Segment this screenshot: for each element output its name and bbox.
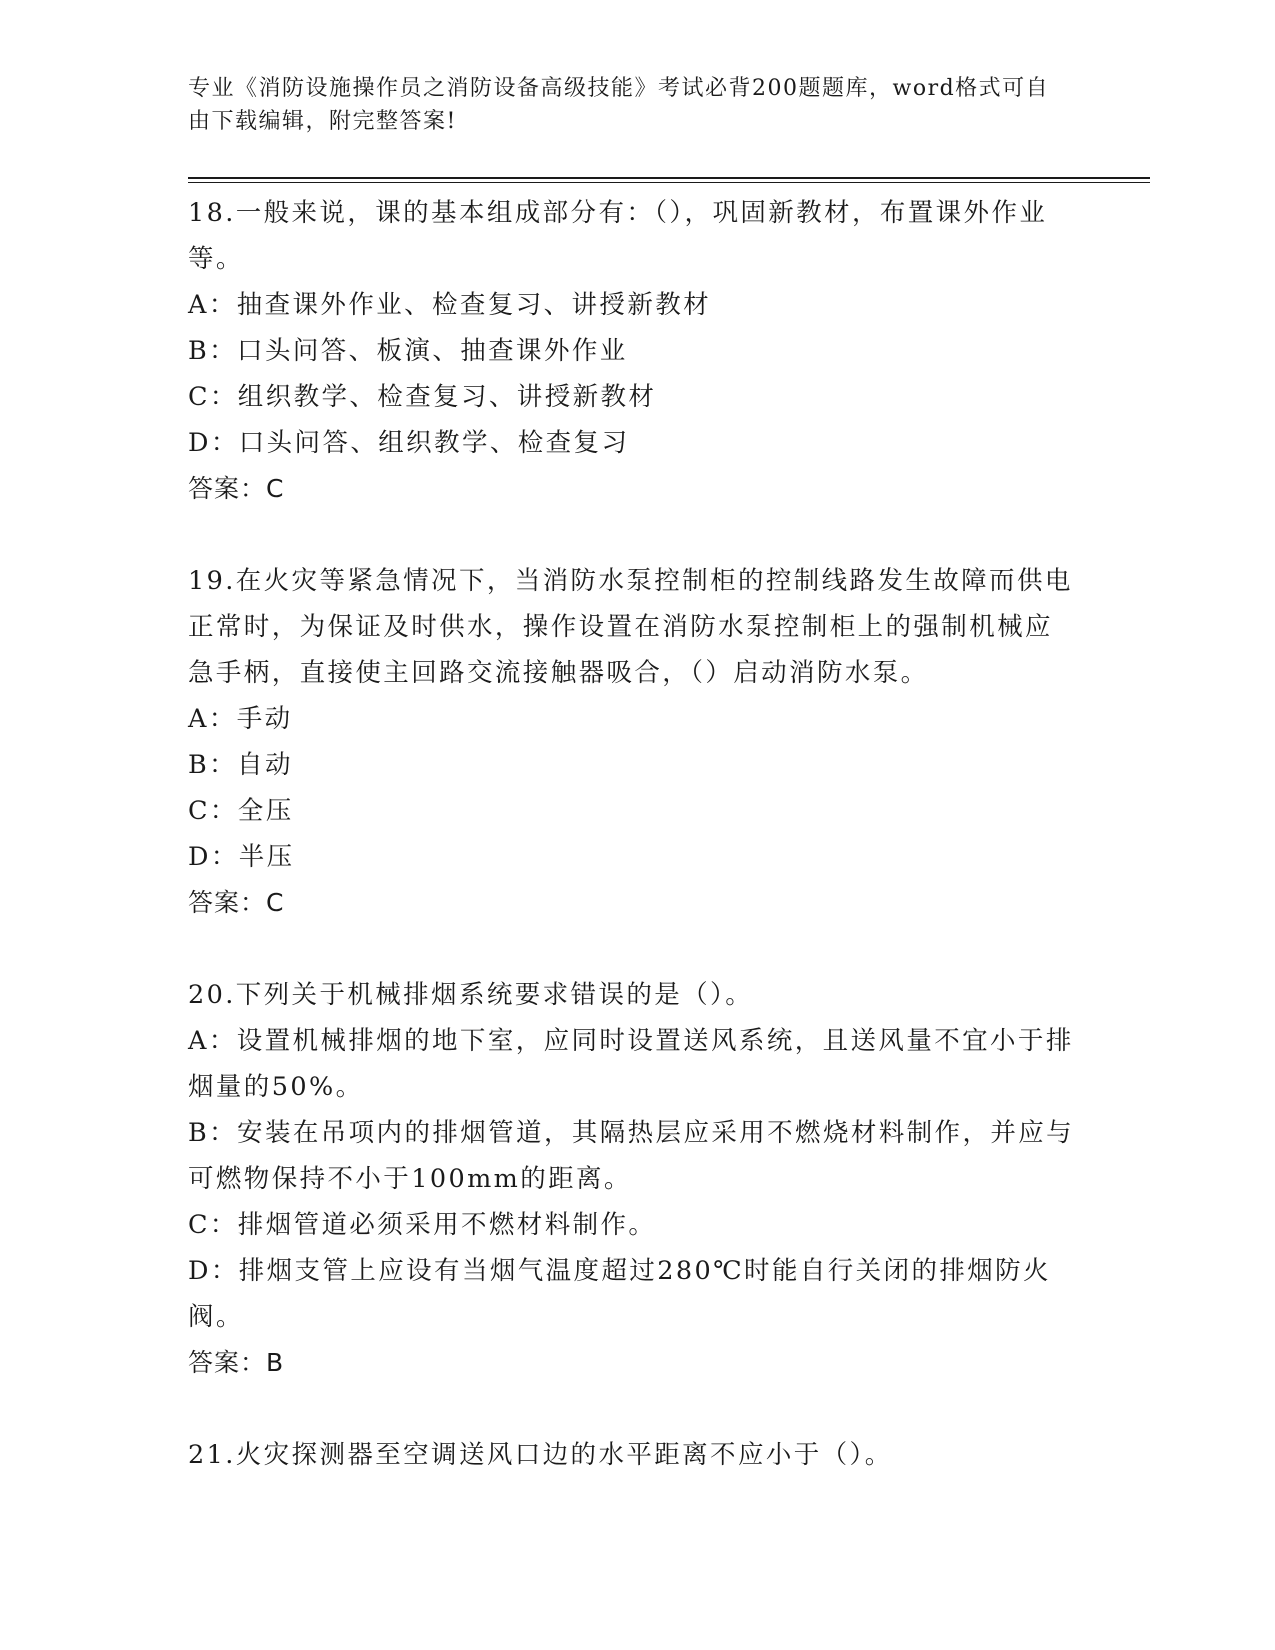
question-text: 19.在火灾等紧急情况下，当消防水泵控制柜的控制线路发生故障而供电正常时，为保证及时供水，操作设置在消防水泵控制柜上的强制机械应急手柄，直接使主回路交流接触器吸合，（）启动消防水泵。 (188, 566, 1073, 688)
answer: 答案：C (188, 474, 285, 503)
header-divider-thin (188, 182, 1150, 183)
option-c: C：全压 (188, 796, 294, 826)
question-18 (188, 190, 1078, 512)
question-list (188, 190, 1078, 1478)
option-d: D：排烟支管上应设有当烟气温度超过280℃时能自行关闭的排烟防火阀。 (188, 1256, 1051, 1332)
option-b: B：安装在吊项内的排烟管道，其隔热层应采用不燃烧材料制作，并应与可燃物保持不小于100mm的距离。 (188, 1118, 1075, 1194)
question-text: 18.一般来说，课的基本组成部分有：（），巩固新教材，布置课外作业等。 (188, 198, 1048, 274)
spacer (188, 512, 1078, 558)
question-text: 21.火灾探测器至空调送风口边的水平距离不应小于（）。 (188, 1440, 893, 1470)
header-divider-thick (188, 177, 1150, 179)
option-b: B：自动 (188, 750, 293, 780)
option-c: C：排烟管道必须采用不燃材料制作。 (188, 1210, 657, 1240)
spacer (188, 1386, 1078, 1432)
option-a: A：设置机械排烟的地下室，应同时设置送风系统，且送风量不宜小于排烟量的50%。 (188, 1026, 1074, 1102)
option-d: D：口头问答、组织教学、检查复习 (188, 428, 630, 458)
option-b: B：口头问答、板演、抽查课外作业 (188, 336, 628, 366)
question-text: 20.下列关于机械排烟系统要求错误的是（）。 (188, 980, 754, 1010)
option-a: A：抽查课外作业、检查复习、讲授新教材 (188, 290, 712, 320)
option-d: D：半压 (188, 842, 295, 872)
question-21 (188, 1432, 1078, 1478)
question-19 (188, 558, 1078, 926)
option-c: C：组织教学、检查复习、讲授新教材 (188, 382, 657, 412)
answer: 答案：B (188, 1348, 285, 1377)
page-header: 专业《消防设施操作员之消防设备高级技能》考试必背200题题库，word格式可自由下载编辑，附完整答案! (188, 76, 1050, 134)
option-a: A：手动 (188, 704, 293, 734)
question-20 (188, 972, 1078, 1386)
spacer (188, 926, 1078, 972)
answer: 答案：C (188, 888, 285, 917)
